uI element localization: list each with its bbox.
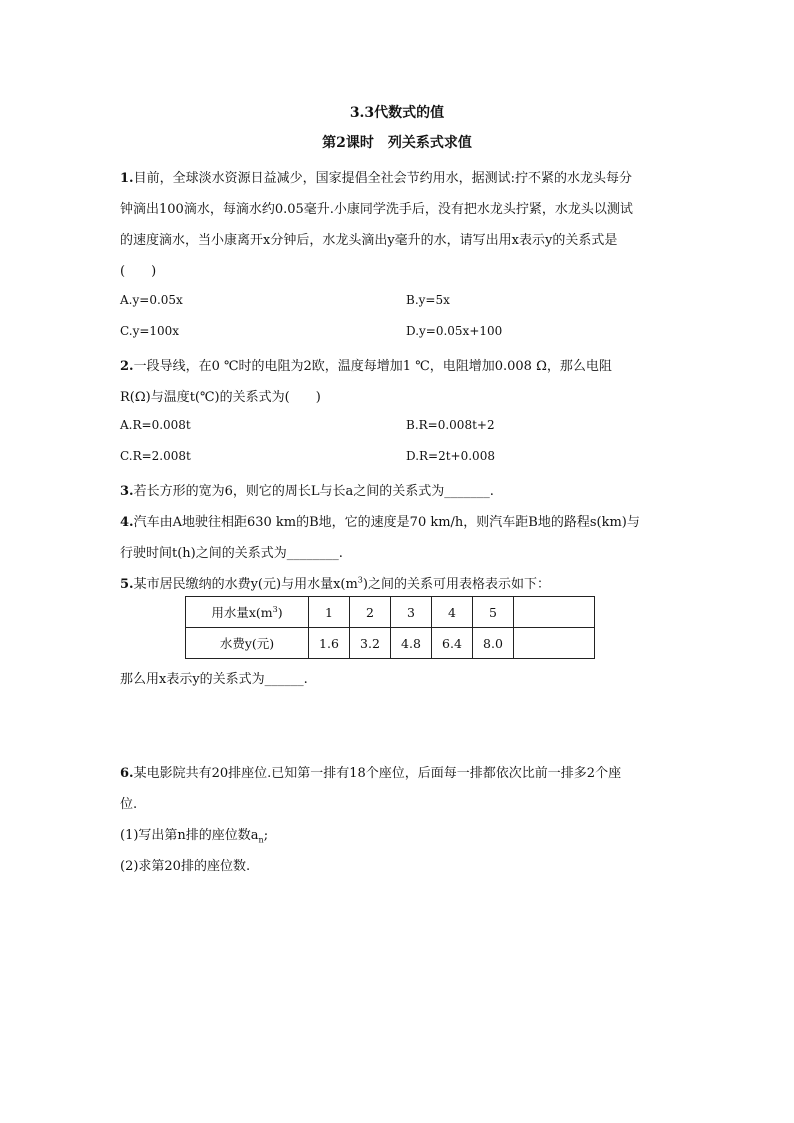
q1-line-4: ( ) (120, 264, 157, 279)
q1-option-d: D.y=0.05x+100 (406, 324, 503, 338)
q2-line-1: 2.一段导线，在0 ℃时的电阻为2欧，温度每增加1 ℃，电阻增加0.008 Ω，那么电阻 (120, 359, 612, 374)
row-header-fee: 水费y(元) (186, 628, 309, 659)
table-cell: 1.6 (309, 628, 350, 659)
q6-number: 6. (120, 766, 134, 781)
q2-line-2: R(Ω)与温度t(℃)的关系式为( ) (120, 390, 321, 405)
row-header-usage: 用水量$x(m^3)$ (186, 597, 309, 628)
q2-option-d: D.R=2t+0.008 (406, 449, 495, 463)
q5-line: 5.某市居民缴纳的水费y(元)与用水量$x(m^3)$之间的关系可用表格表示如下： (120, 575, 550, 592)
q2-number: 2. (120, 359, 134, 374)
q1-line-1: 1.目前，全球淡水资源日益减少，国家提倡全社会节约用水，据测试:拧不紧的水龙头每分 (120, 171, 632, 186)
q1-line-3: 的速度滴水，当小康离开x分钟后，水龙头滴出y毫升的水，请写出用x表示y的关系式是 (120, 233, 618, 248)
table-cell: 4.8 (391, 628, 432, 659)
q4-number: 4. (120, 515, 134, 530)
q2-option-a: A.R=0.008t (120, 418, 191, 432)
table-cell-blank (514, 597, 595, 628)
section-title: 3.3代数式的值 (349, 105, 445, 121)
q5-number: 5. (120, 577, 134, 592)
table-cell: 6.4 (432, 628, 473, 659)
q3-number: 3. (120, 484, 134, 499)
table-cell: 8.0 (473, 628, 514, 659)
q4-line-2: 行驶时间t(h)之间的关系式为________. (120, 546, 343, 561)
table-cell: 3.2 (350, 628, 391, 659)
table-cell: 5 (473, 597, 514, 628)
q2-option-c: C.R=2.008t (120, 449, 191, 463)
q2-option-b: B.R=0.008t+2 (406, 418, 495, 432)
q5-answer-line: 那么用x表示y的关系式为______. (120, 672, 308, 687)
table-cell: 2 (350, 597, 391, 628)
q1-option-c: C.y=100x (120, 324, 180, 338)
water-fee-table (185, 596, 595, 659)
table-row (186, 628, 595, 659)
q3-line: 3.若长方形的宽为6，则它的周长L与长a之间的关系式为_______. (120, 484, 494, 499)
q1-option-b: B.y=5x (406, 293, 450, 307)
q1-line-2: 钟滴出100滴水，每滴水约0.05毫升.小康同学洗手后，没有把水龙头拧紧，水龙头以测试 (120, 202, 633, 217)
q6-line-1: 6.某电影院共有20排座位.已知第一排有18个座位，后面每一排都依次比前一排多2个座 (120, 766, 622, 781)
q6-subquestion-1: (1)写出第n排的座位数$a_n$; (120, 828, 269, 845)
table-cell: 1 (309, 597, 350, 628)
lesson-subtitle: 第2课时 列关系式求值 (322, 135, 472, 151)
q6-line-2: 位. (120, 797, 138, 812)
table-cell: 4 (432, 597, 473, 628)
table-cell-blank (514, 628, 595, 659)
table-row (186, 597, 595, 628)
q4-line-1: 4.汽车由A地驶往相距630 km的B地，它的速度是70 km/h，则汽车距B地的路程s(km)与 (120, 515, 640, 530)
q1-option-a: A.y=0.05x (120, 293, 183, 307)
q1-number: 1. (120, 171, 134, 186)
table-cell: 3 (391, 597, 432, 628)
q6-subquestion-2: (2)求第20排的座位数. (120, 859, 251, 874)
